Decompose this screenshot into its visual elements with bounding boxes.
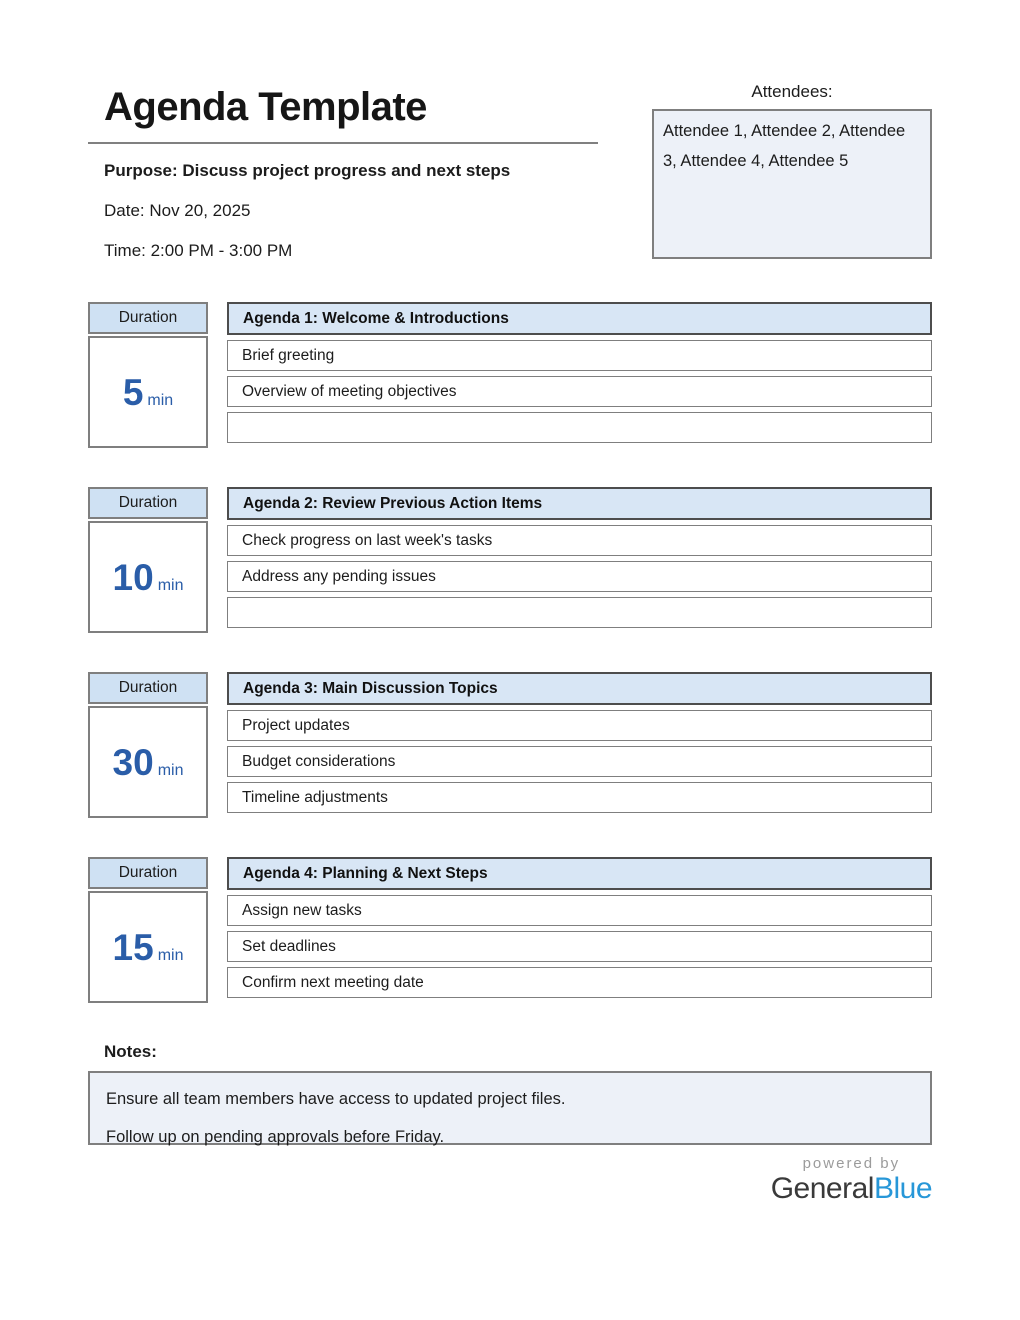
date-line: Date: Nov 20, 2025: [104, 201, 251, 220]
agenda-table: [227, 672, 932, 818]
agenda-section: [88, 857, 932, 1003]
notes-line: Ensure all team members have access to updated project files.: [106, 1090, 566, 1108]
agenda-item-field[interactable]: Check progress on last week's tasks: [227, 525, 932, 556]
time-line: Time: 2:00 PM - 3:00 PM: [104, 241, 293, 260]
logo-general-text: General: [770, 1172, 874, 1205]
notes-line: Follow up on pending approvals before Friday.: [106, 1128, 445, 1146]
duration-unit: min: [147, 392, 174, 409]
notes-field[interactable]: [88, 1071, 932, 1145]
agenda-section-title: Agenda 1: Welcome & Introductions: [227, 302, 932, 335]
title-block: [88, 0, 598, 261]
agenda-rows: [227, 895, 932, 998]
duration-header: Duration: [88, 857, 208, 889]
agenda-item-field[interactable]: Timeline adjustments: [227, 782, 932, 813]
agenda-table: [227, 487, 932, 633]
logo-blue-text: Blue: [873, 1172, 932, 1205]
agenda-section-title: Agenda 2: Review Previous Action Items: [227, 487, 932, 520]
agenda-section: [88, 672, 932, 818]
agenda-document: [88, 0, 932, 1205]
agenda-item-field[interactable]: [227, 412, 932, 443]
duration-column: [88, 302, 208, 448]
agenda-rows: [227, 710, 932, 813]
agenda-item-field[interactable]: Project updates: [227, 710, 932, 741]
agenda-item-field[interactable]: [227, 597, 932, 628]
agenda-item-field[interactable]: Brief greeting: [227, 340, 932, 371]
agenda-item-field[interactable]: Assign new tasks: [227, 895, 932, 926]
powered-by-text: powered by: [802, 1155, 901, 1172]
agenda-item-field[interactable]: Address any pending issues: [227, 561, 932, 592]
agenda-item-field[interactable]: Confirm next meeting date: [227, 967, 932, 998]
attendees-field[interactable]: Attendee 1, Attendee 2, Attendee 3, Attendee 4, Attendee 5: [652, 109, 932, 259]
duration-minutes: 5: [122, 371, 144, 413]
agenda-rows: [227, 525, 932, 628]
duration-unit: min: [157, 947, 184, 964]
duration-field[interactable]: [88, 336, 208, 448]
agenda-item-field[interactable]: Set deadlines: [227, 931, 932, 962]
generalblue-logo: [771, 1172, 932, 1205]
duration-unit: min: [157, 762, 184, 779]
duration-unit: min: [157, 577, 184, 594]
attendees-block: [652, 0, 932, 259]
notes-label: Notes:: [104, 1042, 157, 1061]
agenda-sections: [88, 302, 932, 1003]
agenda-section: [88, 302, 932, 448]
duration-minutes: 15: [112, 926, 154, 968]
duration-header: Duration: [88, 302, 208, 334]
duration-field[interactable]: [88, 706, 208, 818]
agenda-item-field[interactable]: Budget considerations: [227, 746, 932, 777]
agenda-item-field[interactable]: Overview of meeting objectives: [227, 376, 932, 407]
duration-column: [88, 672, 208, 818]
title-divider: [88, 142, 598, 144]
duration-header: Duration: [88, 672, 208, 704]
duration-header: Duration: [88, 487, 208, 519]
attendees-label: Attendees:: [751, 82, 833, 101]
document-header: [88, 0, 932, 261]
duration-field[interactable]: [88, 891, 208, 1003]
agenda-section-title: Agenda 3: Main Discussion Topics: [227, 672, 932, 705]
duration-column: [88, 487, 208, 633]
agenda-table: [227, 302, 932, 448]
purpose-line: Purpose: Discuss project progress and next steps: [104, 161, 511, 180]
agenda-rows: [227, 340, 932, 443]
duration-column: [88, 857, 208, 1003]
agenda-section: [88, 487, 932, 633]
agenda-section-title: Agenda 4: Planning & Next Steps: [227, 857, 932, 890]
duration-field[interactable]: [88, 521, 208, 633]
duration-minutes: 30: [112, 741, 154, 783]
footer: [88, 1155, 932, 1205]
brand-lockup: [771, 1155, 932, 1205]
agenda-table: [227, 857, 932, 1003]
page-title: Agenda Template: [104, 85, 427, 129]
duration-minutes: 10: [112, 556, 154, 598]
